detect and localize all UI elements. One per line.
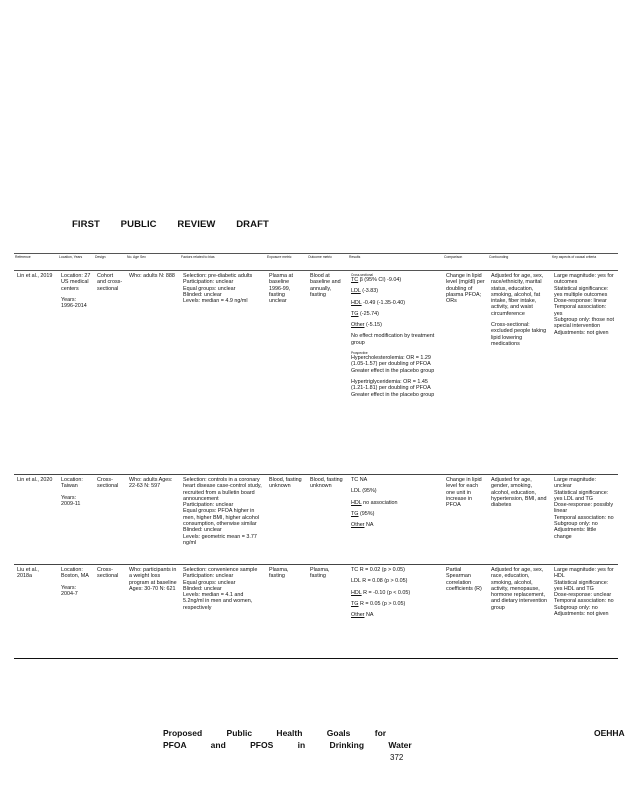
result-item: LDL R = 0.08 (p > 0.05): [351, 578, 408, 585]
bias-line: Blinded: unclear: [183, 585, 222, 592]
confounding-cell: [488, 271, 551, 475]
causal-line: Large magnitude: yes for HDL: [554, 567, 614, 580]
result-item: HDL -0.49 (-1.35-0.40): [351, 299, 406, 306]
footer-org: OEHHA: [594, 728, 625, 738]
table-header-row: [14, 254, 618, 271]
results-cell: [348, 565, 443, 659]
outcome-cell: Plasma, fasting: [307, 565, 348, 659]
design-cell: Cross-sectional: [94, 475, 126, 565]
bias-line: Participation: unclear: [183, 573, 234, 580]
result-item: HDL no association: [351, 499, 398, 506]
causal-line: Temporal association: no: [554, 598, 614, 605]
population-cell: Who: adults N: 888: [126, 271, 180, 475]
result-item: TG (95%): [351, 510, 375, 517]
results-cell: [348, 475, 443, 565]
comparison-cell: Change in lipid level (mg/dl) per doubling of plasma PFOA; ORs: [443, 271, 488, 475]
results-intro: Cross-sectional: [351, 273, 373, 277]
causal-line: Temporal association: yes: [554, 304, 607, 317]
result-note: Hypercholesterolemia: OR = 1.29 (1.05-1.57) per doubling of PFOA Greater effect in the placebo group: [351, 355, 435, 374]
column-header: Factors related to bias: [180, 254, 266, 271]
result-item: TC β (95% CI) -9.04): [351, 277, 402, 283]
causal-line: Adjustments: not given: [554, 329, 609, 336]
result-item: TC R = 0.02 (p > 0.05): [351, 567, 405, 573]
causal-line: Dose-response: unclear: [554, 592, 612, 599]
result-item: TC NA: [351, 477, 368, 483]
column-header: No. Age Sex: [126, 254, 180, 271]
column-header: Exposure metric: [266, 254, 307, 271]
causal-line: Statistical significance: yes LDL and TG: [554, 489, 609, 502]
bias-line: Participation: unclear: [183, 502, 234, 509]
result-item: LDL (-3.83): [351, 288, 379, 295]
comparison-cell: Partial Spearman correlation coefficients (R): [443, 565, 488, 659]
table-row: [14, 475, 618, 565]
causal-line: Subgroup only: no: [554, 604, 598, 611]
exposure-cell: Plasma, fasting: [266, 565, 307, 659]
exposure-cell: Blood, fasting unknown: [266, 475, 307, 565]
column-header: Key aspects of causal criteria: [551, 254, 618, 271]
causal-line: Dose-response: possibly linear: [554, 502, 614, 515]
bias-line: Selection: controls in a coronary heart disease case-control study, recruited from a bulletin board announcement: [183, 477, 262, 502]
years-text: Years: 1996-2014: [61, 296, 87, 310]
location-cell: [58, 565, 94, 659]
causal-line: Dose-response: linear: [554, 298, 607, 305]
bias-cell: [180, 475, 266, 565]
causal-line: Adjustments: not given: [554, 611, 609, 618]
causal-line: Temporal association: no: [554, 514, 614, 521]
bias-line: Blinded: unclear: [183, 291, 222, 298]
confounding-cell: [488, 565, 551, 659]
causal-line: Large magnitude: yes for outcomes: [554, 273, 614, 286]
causal-line: Subgroup only: no: [554, 521, 598, 528]
bias-line: Equal groups: unclear: [183, 285, 236, 292]
causal-cell: [551, 271, 618, 475]
causal-line: Subgroup only: those not special intervention: [554, 317, 614, 330]
bias-cell: [180, 271, 266, 475]
outcome-cell: Blood, fasting unknown: [307, 475, 348, 565]
confounding-text: Adjusted for age, sex, race/ethnicity, marital status, education, smoking, alcohol, fat intake, fiber intake, activity, and waist circumference: [491, 273, 544, 317]
location-text: Location: 27 US medical centers: [61, 273, 91, 292]
table-row: [14, 271, 618, 475]
column-header: Confounding: [488, 254, 551, 271]
location-text: Location: Boston, MA: [61, 567, 89, 580]
confounding-text: Cross-sectional: excluded people taking lipid lowering medications: [491, 322, 547, 347]
result-item: TG (-25.74): [351, 310, 379, 317]
column-header: Reference: [14, 254, 58, 271]
bias-line: Levels: median = 4.1 and 5.2ng/ml in men and women, respectively: [183, 592, 253, 611]
page-number: 372: [390, 753, 404, 762]
column-header: Design: [94, 254, 126, 271]
causal-cell: [551, 475, 618, 565]
bias-line: Selection: pre-diabetic adults: [183, 273, 253, 279]
reference-cell: Lin et al., 2020: [14, 475, 58, 565]
results-cell: [348, 271, 443, 475]
causal-line: Statistical significance: yes HDL and TG: [554, 579, 609, 592]
causal-line: Large magnitude: unclear: [554, 477, 596, 490]
table-row: [14, 565, 618, 659]
design-cell: Cohort and cross-sectional: [94, 271, 126, 475]
population-cell: Who: participants in a weight loss program at baseline Ages: 30-70 N: 621: [126, 565, 180, 659]
column-header: Results: [348, 254, 443, 271]
bias-line: Equal groups: unclear: [183, 579, 236, 586]
footer-title-line1: Proposed Public Health Goals for: [163, 728, 387, 738]
reference-cell: Liu et al., 2018a: [14, 565, 58, 659]
confounding-text: Adjusted for age, gender, smoking, alcohol, education, hypertension, BMI, and diabetes: [491, 477, 547, 509]
bias-line: Levels: geometric mean = 3.77 ng/ml: [183, 533, 257, 546]
result-item: TG R = 0.05 (p > 0.05): [351, 600, 406, 607]
confounding-cell: [488, 475, 551, 565]
causal-line: Adjustments: little change: [554, 527, 597, 540]
location-cell: [58, 475, 94, 565]
comparison-cell: Change in lipid level for each one unit in increase in PFOA: [443, 475, 488, 565]
result-item: HDL R = -0.10 (p < 0.05): [351, 589, 411, 596]
years-text: Years: 2009-11: [61, 494, 81, 507]
result-note: Hypertriglyceridemia: OR = 1.45 (1.21-1.81) per doubling of PFOA Greater effect in the placebo group: [351, 378, 435, 398]
column-header: Outcome metric: [307, 254, 348, 271]
footer-title-line2: PFOA and PFOS in Drinking Water: [163, 740, 412, 750]
draft-label: FIRST PUBLIC REVIEW DRAFT: [72, 219, 269, 230]
reference-cell: Lin et al., 2019: [14, 271, 58, 475]
result-item: Other NA: [351, 612, 374, 619]
results-subheading: Prospective: [351, 351, 368, 356]
result-item: LDL (95%): [351, 488, 377, 495]
confounding-text: Adjusted for age, sex, race, education, smoking, alcohol, activity, menopause, hormone replacement, and dietary intervention group: [491, 567, 548, 611]
design-cell: Cross-sectional: [94, 565, 126, 659]
bias-line: Participation: unclear: [183, 279, 234, 286]
bias-line: Blinded: unclear: [183, 527, 222, 534]
location-text: Location: Taiwan: [61, 477, 83, 490]
outcome-cell: Blood at baseline and annually, fasting: [307, 271, 348, 475]
exposure-cell: Plasma at baseline 1996-99, fasting unclear: [266, 271, 307, 475]
result-item: Other NA: [351, 522, 374, 529]
bias-line: Levels: median = 4.9 ng/ml: [183, 298, 248, 305]
bias-line: Equal groups: PFOA higher in men, higher BMI, higher alcohol consumption, otherwise similar: [183, 508, 260, 528]
location-cell: [58, 271, 94, 475]
bias-cell: [180, 565, 266, 659]
studies-table: [14, 253, 618, 659]
column-header: Location, Years: [58, 254, 94, 271]
causal-cell: [551, 565, 618, 659]
bias-line: Selection: convenience sample: [183, 567, 258, 573]
population-cell: Who: adults Ages: 22-63 N: 597: [126, 475, 180, 565]
years-text: Years: 2004-7: [61, 584, 78, 597]
result-item: Other (-5.15): [351, 322, 382, 329]
column-header: Comparison: [443, 254, 488, 271]
causal-line: Statistical significance: yes multiple outcomes: [554, 285, 609, 298]
result-note: No effect modification by treatment group: [351, 333, 435, 346]
